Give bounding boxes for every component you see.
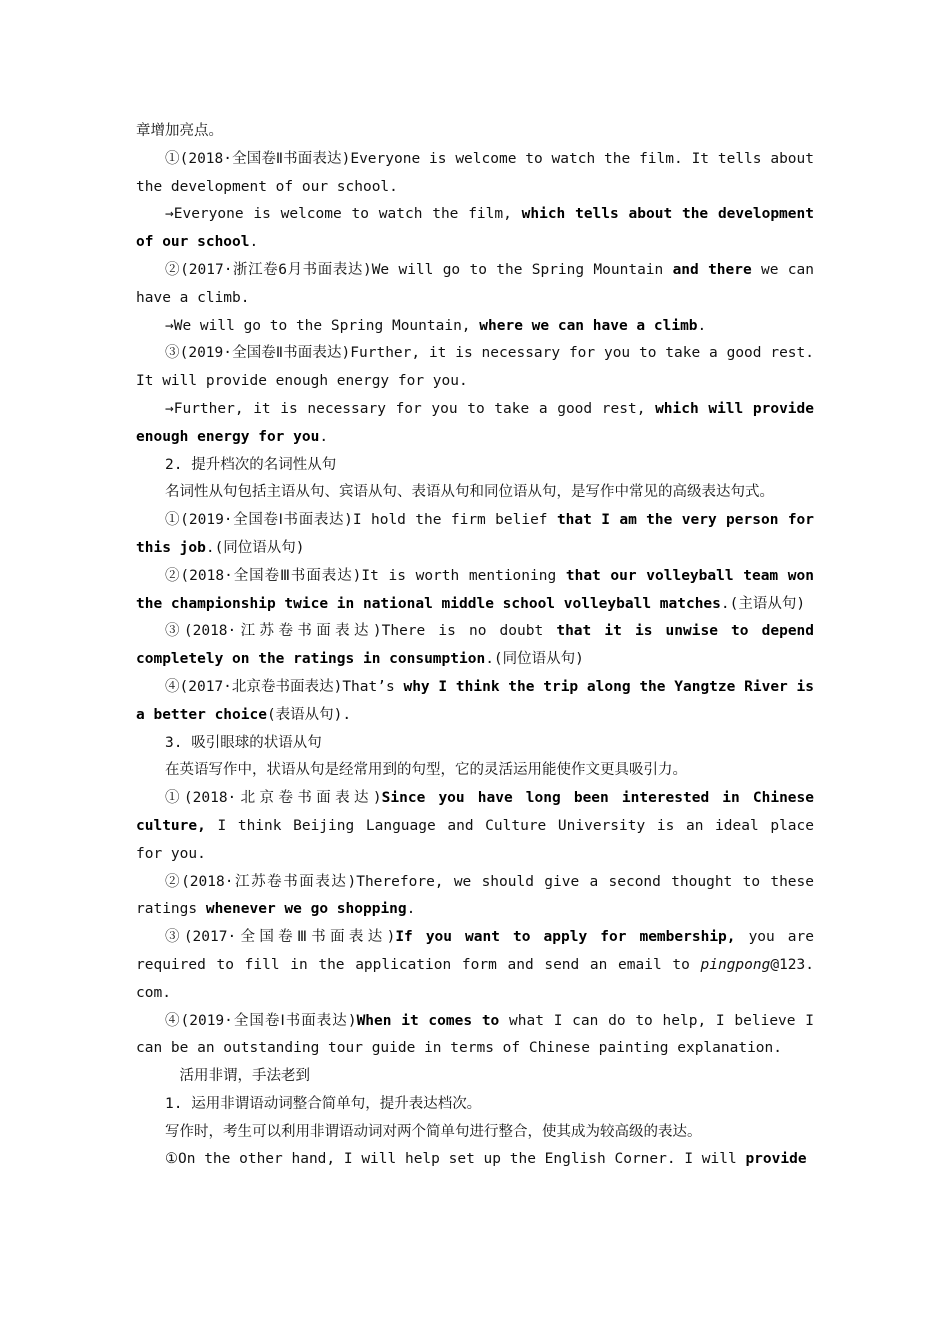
document-page	[136, 118, 814, 1174]
section-title: 活用非谓，手法老到	[179, 1068, 310, 1085]
example-sentence: ①(2018·全国卷Ⅱ书面表达)Everyone is welcome to watch the film. It tells about the development of our school.	[136, 150, 814, 195]
rewritten-sentence: →Everyone is welcome to watch the film, which tells about the development of our school.	[136, 206, 814, 251]
example-sentence: ③(2018·江苏卷书面表达)There is no doubt that it is unwise to depend completely on the ratings in consumption.(同位语从句)	[136, 623, 815, 668]
example-sentence: ④(2017·北京卷书面表达)That’s why I think the trip along the Yangtze River is a better choice(表语从句).	[136, 678, 814, 723]
highlighted-clause: and there	[672, 261, 752, 278]
paragraph: 在英语写作中，状语从句是经常用到的句型，它的灵活运用能使作文更具吸引力。	[165, 762, 687, 779]
paragraph: 章增加亮点。	[136, 123, 223, 139]
highlighted-clause: Since you have long been interested in Chinese culture,	[136, 790, 815, 834]
section-heading: 2. 提升档次的名词性从句	[165, 456, 337, 473]
example-sentence: ③(2019·全国卷Ⅱ书面表达)Further, it is necessary for you to take a good rest. It will provide enough energy for you.	[136, 345, 814, 390]
paragraph: 名词性从句包括主语从句、宾语从句、表语从句和同位语从句，是写作中常见的高级表达句式。	[165, 484, 774, 501]
highlighted-clause: where we can have a climb	[479, 317, 698, 334]
example-sentence: ①(2019·全国卷Ⅰ书面表达)I hold the firm belief that I am the very person for this job.(同位语从句)	[136, 512, 815, 556]
email-user: pingpong	[700, 956, 771, 973]
example-sentence: ①On the other hand, I will help set up the English Corner. I will provide	[165, 1151, 807, 1168]
highlighted-clause: that our volleyball team won the championship twice in national middle school volleyball matches	[136, 567, 814, 612]
section-heading: 1. 运用非谓语动词整合简单句，提升表达档次。	[165, 1095, 482, 1112]
rewritten-sentence: →Further, it is necessary for you to take a good rest, which will provide enough energy for you.	[136, 400, 815, 445]
example-sentence: ③(2017·全国卷Ⅲ书面表达)If you want to apply for membership, you are required to fill in the application form and send an email to pingpong@123. com.	[136, 929, 814, 1001]
highlighted-clause: which tells about the development of our school	[136, 206, 814, 251]
example-sentence: ①(2018·北京卷书面表达)Since you have long been interested in Chinese culture, I think Beijing Language and Culture University is an ideal place for you.	[136, 790, 815, 862]
example-sentence: ②(2017·浙江卷6月书面表达)We will go to the Spring Mountain and there we can have a climb.	[136, 261, 815, 306]
rewritten-sentence: →We will go to the Spring Mountain, where we can have a climb.	[165, 317, 707, 334]
highlighted-clause: When it comes to	[356, 1012, 500, 1029]
example-sentence: ②(2018·全国卷Ⅲ书面表达)It is worth mentioning that our volleyball team won the championship twice in national middle school volleyball matches.(主语从句)	[136, 567, 814, 612]
highlighted-clause: that I am the very person for this job	[136, 512, 815, 556]
section-heading: 3. 吸引眼球的状语从句	[165, 734, 322, 751]
paragraph: 写作时，考生可以利用非谓语动词对两个简单句进行整合，使其成为较高级的表达。	[165, 1123, 702, 1140]
highlighted-clause: why I think the trip along the Yangtze River is a better choice	[136, 678, 814, 723]
highlighted-clause: which will provide enough energy for you	[136, 400, 815, 445]
highlighted-clause: provide	[745, 1151, 807, 1168]
example-sentence: ④(2019·全国卷Ⅰ书面表达)When it comes to what I can do to help, I believe I can be an outstanding tour guide in terms of Chinese painting explanation.	[136, 1012, 814, 1057]
highlighted-clause: that it is unwise to depend completely on the ratings in consumption	[136, 623, 815, 668]
highlighted-clause: If you want to apply for membership,	[395, 929, 736, 946]
highlighted-clause: whenever we go shopping	[205, 901, 407, 918]
example-sentence: ②(2018·江苏卷书面表达)Therefore, we should give a second thought to these ratings whenever we go shopping.	[136, 873, 814, 918]
